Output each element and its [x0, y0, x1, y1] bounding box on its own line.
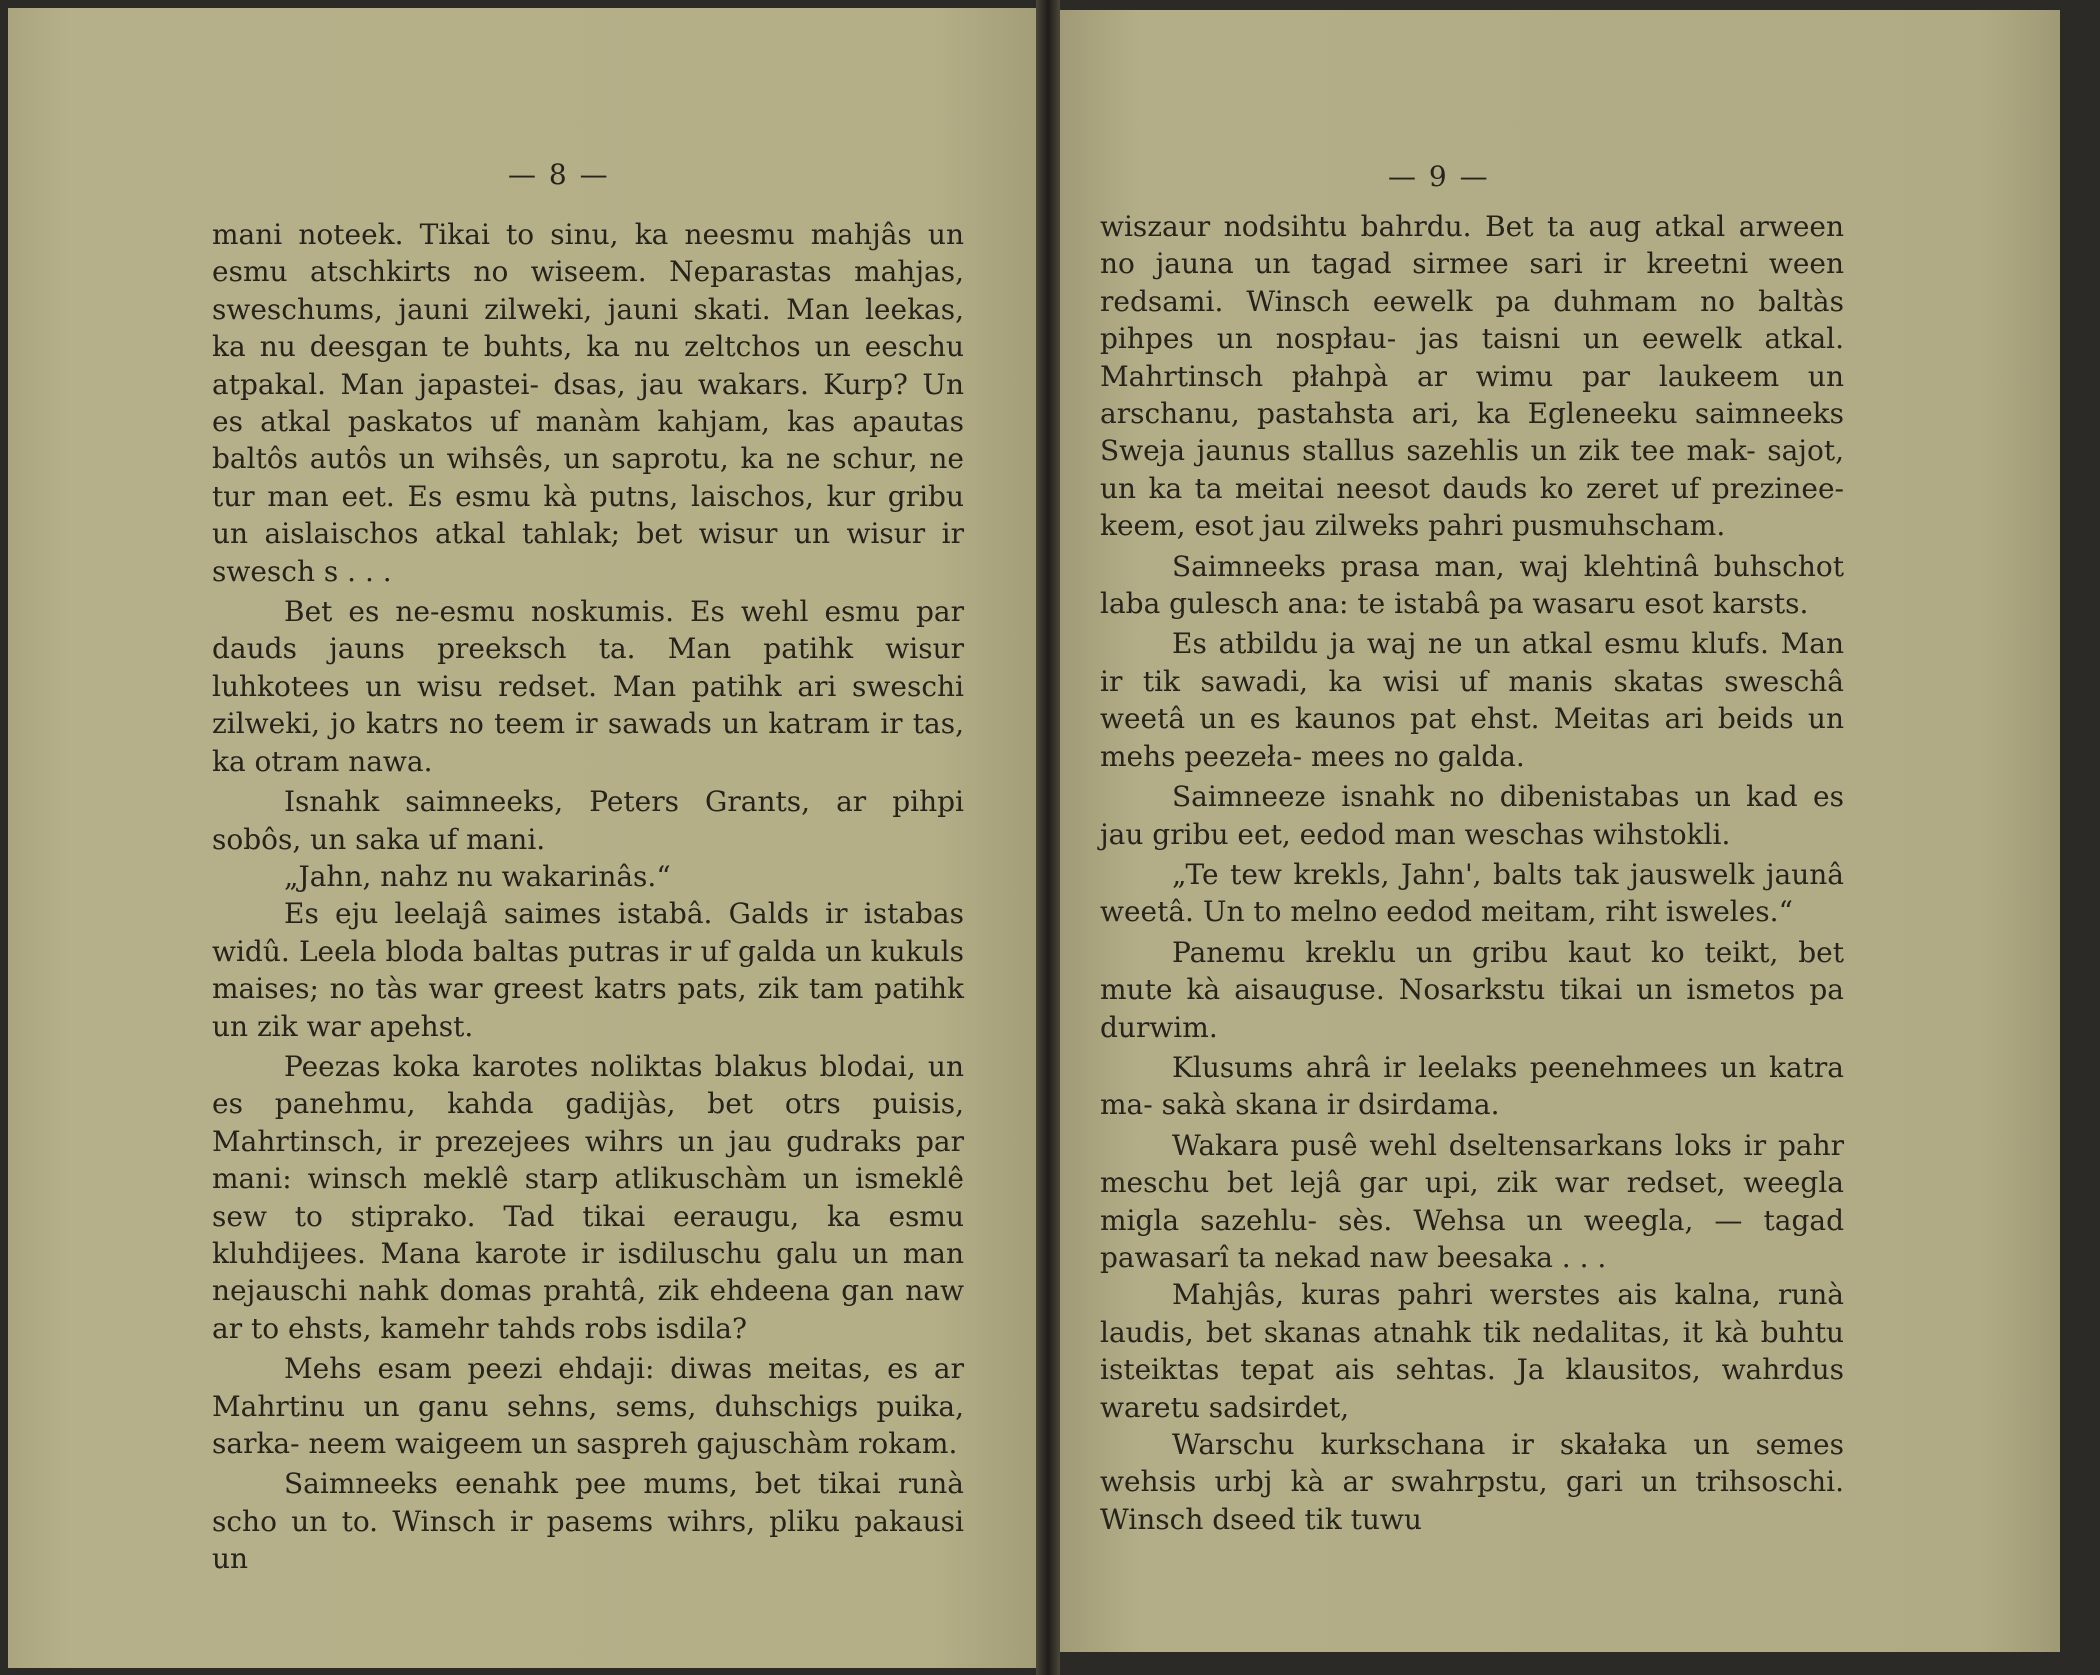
paragraph: Saimneeks eenahk pee mums, bet tikai runà scho un to. Winsch ir pasems wihrs, pliku pakausi un	[212, 1467, 964, 1576]
right-page	[1060, 10, 2060, 1652]
paragraph: Peezas koka karotes noliktas blakus blodai, un es panehmu, kahda gadijàs, bet otrs puisis, Mahrtinsch, ir prezejees wihrs un jau gudraks par mani: winsch meklê starp atlikuschàm un ismeklê sew to stiprako. Tad tikai eeraugu, ka esmu kluhdijees. Mana karote ir isdiluschu galu un man nejauschi nahk domas prahtâ, zik ehdeena gan naw ar to ehsts, kamehr tahds robs isdila?	[212, 1049, 964, 1345]
paragraph: Klusums ahrâ ir leelaks peenehmees un katra ma- sakà skana ir dsirdama.	[1100, 1050, 1844, 1122]
paragraph: Es atbildu ja waj ne un atkal esmu klufs. Man ir tik sawadi, ka wisi uf manis skatas sweschâ weetâ un es kaunos pat ehst. Meitas ari beids un mehs peezeła- mees no galda.	[1100, 627, 1844, 773]
paragraph: Saimneeze isnahk no dibenistabas un kad es jau gribu eet, eedod man weschas wihstokli.	[1100, 780, 1844, 851]
paragraph: Wakara pusê wehl dseltensarkans loks ir pahr meschu bet lejâ gar upi, zik war redset, weegla migla sazehlu- sès. Wehsa un weegla, — tagad pawasarî ta nekad naw beesaka . . .	[1100, 1128, 1844, 1274]
page-text	[212, 216, 964, 1578]
page-number: — 8 —	[508, 158, 610, 191]
paragraph: wiszaur nodsihtu bahrdu. Bet ta aug atkal arween no jauna un tagad sirmee sari ir kreetni ween redsami. Winsch eewelk pa duhmam no baltàs pihpes un nospłau- jas taisni un eewelk atkal. Mahrtinsch płahpà ar wimu par laukeem un arschanu, pastahsta ari, ka Egleneeku saimneeks Sweja jaunus stallus sazehlis un zik tee mak- sajot, un ka ta meitai neesot dauds ko zeret uf prezinee- keem, esot jau zilweks pahri pusmuhscham.	[1100, 210, 1844, 543]
paragraph: Panemu kreklu un gribu kaut ko teikt, bet mute kà aisauguse. Nosarkstu tikai un ismetos pa durwim.	[1100, 935, 1844, 1044]
paragraph: „Te tew krekls, Jahn', balts tak jauswelk jaunâ weetâ. Un to melno eedod meitam, riht isweles.“	[1100, 857, 1844, 929]
paragraph: „Jahn, nahz nu wakarinâs.“	[284, 859, 671, 893]
paragraph: Saimneeks prasa man, waj klehtinâ buhschot laba gulesch ana: te istabâ pa wasaru esot karsts.	[1100, 549, 1844, 621]
page-text	[1100, 208, 1844, 1538]
paragraph: Mehs esam peezi ehdaji: diwas meitas, es ar Mahrtinu un ganu sehns, sems, duhschigs puika, sarka- neem waigeem un saspreh gajuschàm rokam.	[212, 1352, 964, 1460]
left-page	[8, 8, 1036, 1668]
paragraph: Es eju leelajâ saimes istabâ. Galds ir istabas widû. Leela bloda baltas putras ir uf galda un kukuls maises; no tàs war greest katrs pats, zik tam patihk un zik war apehst.	[212, 897, 964, 1043]
paragraph: Mahjâs, kuras pahri werstes ais kalna, runà laudis, bet skanas atnahk tik nedalitas, it kà buhtu isteiktas tepat ais sehtas. Ja klausitos, wahrdus waretu sadsirdet,	[1100, 1278, 1844, 1424]
book-gutter	[1036, 0, 1060, 1675]
page-number: — 9 —	[1388, 160, 1490, 193]
paragraph: Warschu kurkschana ir skałaka un semes wehsis urbj kà ar swahrpstu, gari un trihsoschi. Winsch dseed tik tuwu	[1100, 1428, 1844, 1536]
paragraph: mani noteek. Tikai to sinu, ka neesmu mahjâs un esmu atschkirts no wiseem. Neparastas mahjas, sweschums, jauni zilweki, jauni skati. Man leekas, ka nu deesgan te buhts, ka nu zeltchos un eeschu atpakal. Man japastei- dsas, jau wakars. Kurp? Un es atkal paskatos uf manàm kahjam, kas apautas baltôs autôs un wihsês, un saprotu, ka ne schur, ne tur man eet. Es esmu kà putns, laischos, kur gribu un aislaischos atkal tahlak; bet wisur un wisur ir swesch s . . .	[212, 218, 964, 588]
paragraph: Bet es ne-esmu noskumis. Es wehl esmu par dauds jauns preeksch ta. Man patihk wisur luhkotees un wisu redset. Man patihk ari sweschi zilweki, jo katrs no teem ir sawads un katram ir tas, ka otram nawa.	[212, 595, 964, 778]
paragraph: Isnahk saimneeks, Peters Grants, ar pihpi sobôs, un saka uf mani.	[212, 785, 964, 856]
